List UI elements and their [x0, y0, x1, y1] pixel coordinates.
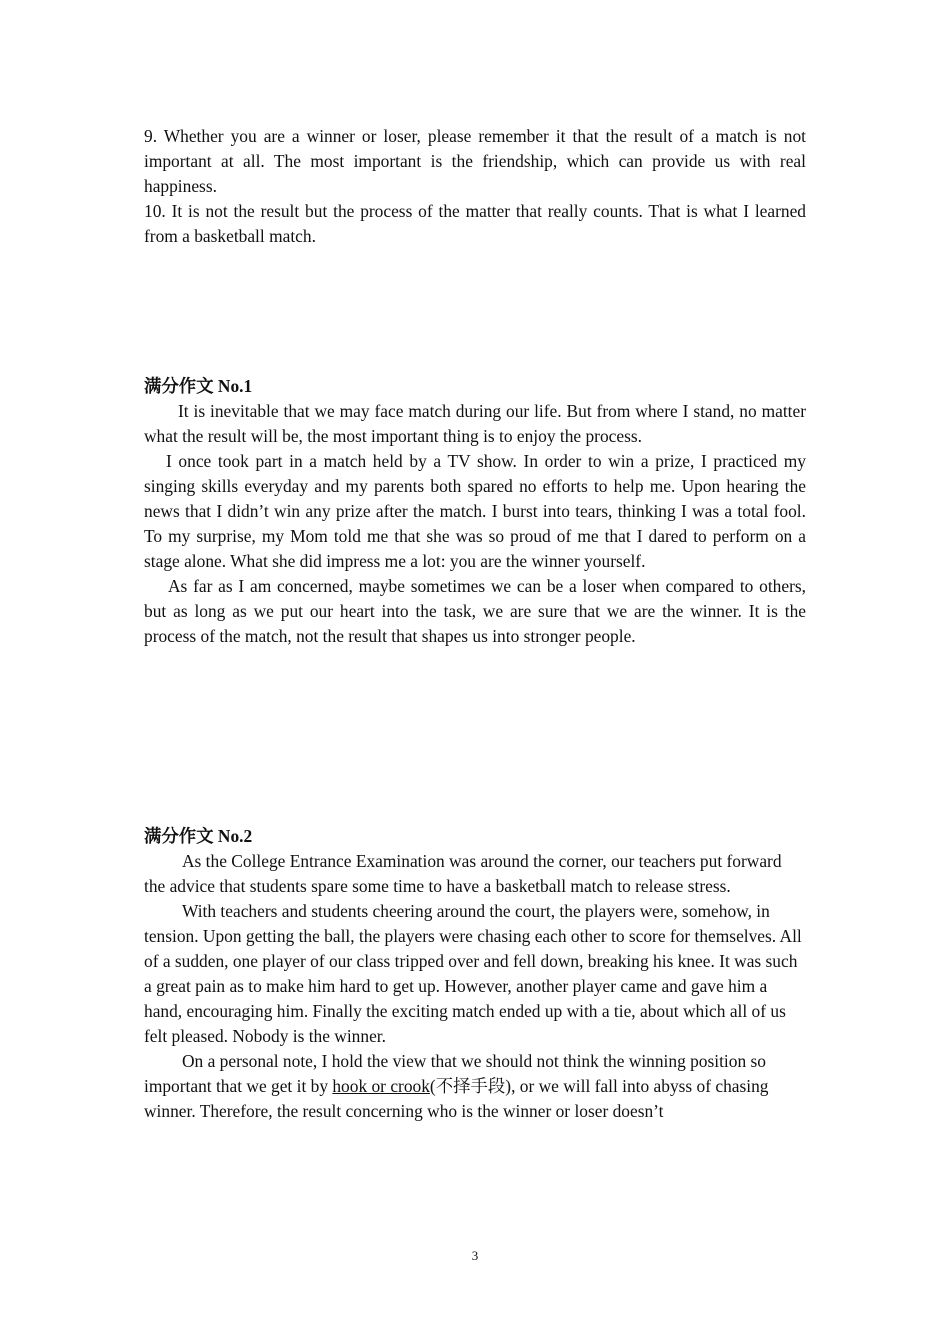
essay2-paragraph-2: With teachers and students cheering around the court, the players were, somehow, in tension. Upon getting the ball, the players were chasing each other to score for themselves. All of a sudden, one player of our class tripped over and fell down, breaking his knee. It was such a great pain as to make him hard to get up. However, another player came and gave him a hand, encouraging him. Finally the exciting match ended up with a tie, about which all of us felt pleased. Nobody is the winner.: [144, 901, 802, 1046]
essay1-title: 满分作文 No.1: [144, 376, 253, 396]
essay1-paragraph-1: It is inevitable that we may face match during our life. But from where I stand, no matter what the result will be, the most important thing is to enjoy the process.: [144, 401, 806, 446]
essay2-paragraph-3: [144, 1049, 806, 1124]
essay1-paragraph-3: As far as I am concerned, maybe sometimes we can be a loser when compared to others, but as long as we put our heart into the task, we are sure that we are the winner. It is the process of the match, not the result that shapes us into stronger people.: [144, 576, 806, 646]
intro-item-10: 10. It is not the result but the process of the matter that really counts. That is what I learned from a basketball match.: [144, 201, 806, 246]
page-number: 3: [471, 1248, 479, 1263]
essay2-title: 满分作文 No.2: [144, 826, 253, 846]
essay2-paragraph-1: As the College Entrance Examination was around the corner, our teachers put forward the advice that students spare some time to have a basketball match to release stress.: [144, 851, 782, 896]
intro-item-9: 9. Whether you are a winner or loser, please remember it that the result of a match is not important at all. The most important is the friendship, which can provide us with real happiness.: [144, 126, 806, 196]
document-page: [144, 124, 806, 1124]
underlined-phrase: hook or crook: [332, 1076, 430, 1096]
essay1-paragraph-2: I once took part in a match held by a TV show. In order to win a prize, I practiced my singing skills everyday and my parents both spared no efforts to help me. Upon hearing the news that I didn’t win any prize after the match. I burst into tears, thinking I was a total fool. To my surprise, my Mom told me that she was so proud of me that I dared to perform on a stage alone. What she did impress me a lot: you are the winner yourself.: [144, 451, 806, 571]
spacer: [144, 249, 806, 374]
essay2-p3-text: On a personal note, I hold the view that we should not think the winning position so important that we get it by: [144, 1051, 766, 1096]
spacer: [144, 649, 806, 824]
essay2-p3-text-end: (不择手段), or we will fall into abyss of chasing winner. Therefore, the result concerning who is the winner or loser doesn’t: [144, 1076, 769, 1121]
